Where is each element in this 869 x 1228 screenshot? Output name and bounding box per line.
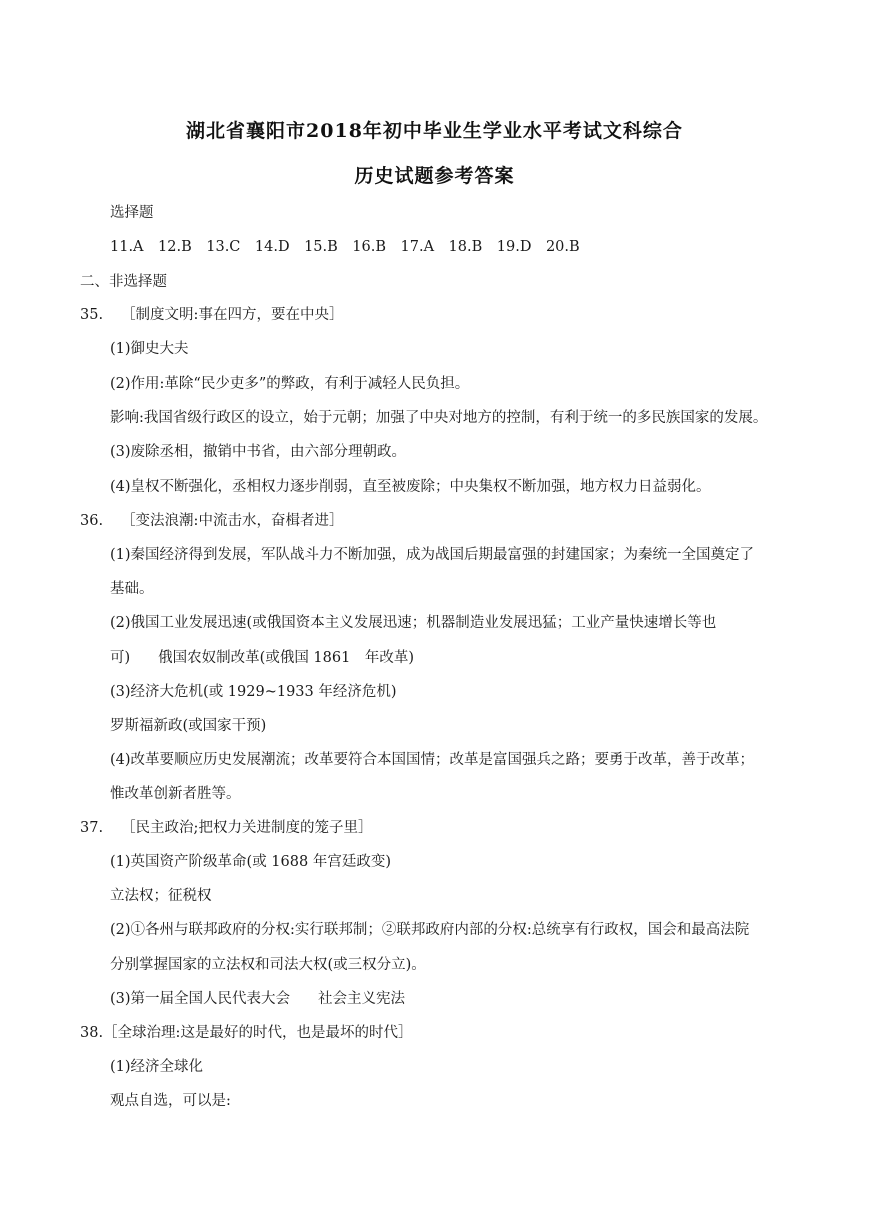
- choice-heading: 选择题: [110, 205, 154, 221]
- q35-answer-1: (1)御史大夫: [110, 341, 189, 357]
- q35-number: 35.: [80, 307, 104, 323]
- q36-header: [80, 511, 343, 531]
- q36-answer-4-line2: 惟改革创新者胜等。: [110, 786, 241, 802]
- q37-answer-3-congress: (3)第一届全国人民代表大会: [110, 991, 291, 1007]
- q37-number: 37.: [80, 820, 104, 836]
- document-subtitle: 历史试题参考答案: [354, 165, 515, 187]
- q37-topic: ［民主政治;把权力关进制度的笼子里］: [121, 820, 373, 836]
- q35-topic: ［制度文明:事在四方，要在中央］: [121, 307, 344, 323]
- q36-topic: ［变法浪潮:中流击水，奋楫者进］: [121, 513, 344, 529]
- q37-answer-3-constitution: 社会主义宪法: [318, 991, 406, 1007]
- q38-header: 38.［全球治理:这是最好的时代，也是最坏的时代］: [80, 1025, 413, 1041]
- q38-answer-1-b: 观点自选，可以是:: [110, 1093, 231, 1109]
- q36-answer-2-tail: 可): [110, 650, 131, 666]
- q36-answer-3: (3)经济大危机(或 1929~1933 年经济危机): [110, 684, 397, 700]
- q35-header: [80, 305, 343, 325]
- q36-answer-2-line1: (2)俄国工业发展迅速(或俄国资本主义发展迅速；机器制造业发展迅猛；工业产量快速增长等也: [110, 615, 717, 631]
- q36-answer-4-line1: (4)改革要顺应历史发展潮流；改革要符合本国国情；改革是富国强兵之路；要勇于改革，善于改革；: [110, 752, 755, 768]
- q36-answer-3-b: 罗斯福新政(或国家干预): [110, 718, 267, 734]
- q37-answer-3: [110, 989, 405, 1009]
- q37-answer-1-b: 立法权；征税权: [110, 888, 212, 904]
- q36-answer-1-line1: (1)秦国经济得到发展，军队战斗力不断加强，成为战国后期最富强的封建国家；为秦统一全国奠定了: [110, 547, 755, 563]
- q36-number: 36.: [80, 513, 104, 529]
- q37-header: [80, 818, 372, 838]
- q35-answer-4: (4)皇权不断强化，丞相权力逐步削弱，直至被废除；中央集权不断加强，地方权力日益弱化。: [110, 479, 711, 495]
- q36-answer-2-line2: [110, 648, 414, 668]
- q35-answer-3: (3)废除丞相，撤销中书省，由六部分理朝政。: [110, 444, 407, 460]
- non-choice-heading: 二、非选择题: [80, 274, 167, 290]
- q36-answer-1-line2: 基础。: [110, 581, 154, 597]
- q36-answer-2-reform: 俄国农奴制改革(或俄国 1861 年改革): [158, 650, 414, 666]
- choice-answers: 11.A 12.B 13.C 14.D 15.B 16.B 17.A 18.B 19.D 20.B: [110, 239, 580, 255]
- q35-answer-2: (2)作用:革除“民少吏多”的弊政，有利于减轻人民负担。: [110, 376, 470, 392]
- q35-answer-2-influence: 影响:我国省级行政区的设立，始于元朝；加强了中央对地方的控制，有利于统一的多民族国家的发展。: [110, 410, 768, 426]
- q38-answer-1: (1)经济全球化: [110, 1059, 204, 1075]
- q37-answer-1: (1)英国资产阶级革命(或 1688 年宫廷政变): [110, 854, 391, 870]
- document-title: 湖北省襄阳市2018年初中毕业生学业水平考试文科综合: [186, 120, 683, 142]
- q37-answer-2-line1: (2)①各州与联邦政府的分权:实行联邦制；②联邦政府内部的分权:总统享有行政权，国会和最高法院: [110, 922, 750, 938]
- q37-answer-2-line2: 分别掌握国家的立法权和司法大权(或三权分立)。: [110, 957, 426, 973]
